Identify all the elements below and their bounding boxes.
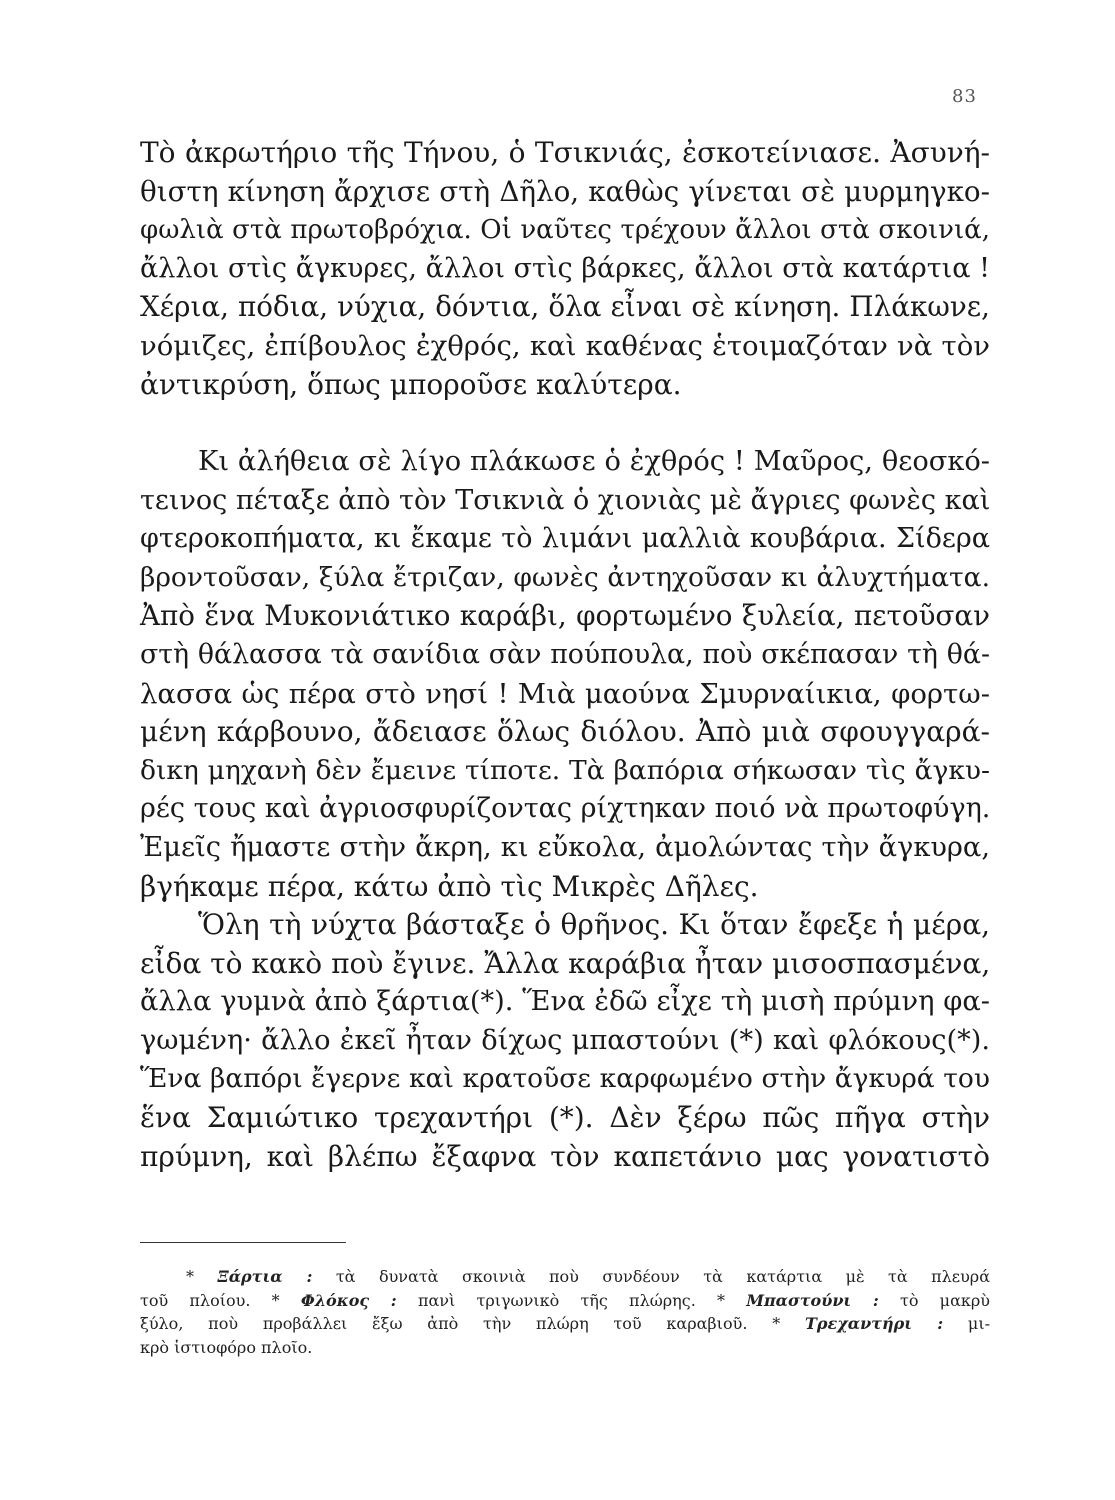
text-line: Ἐμεῖς ἤμαστε στὴν ἄκρη, κι εὔκολα, ἀμολώντας τὴν ἄγκυρα, — [140, 831, 990, 863]
text-line: ἄλλα γυμνὰ ἀπὸ ξάρτια(*). Ἕνα ἐδῶ εἶχε τὴ μισὴ πρύμνη φα- — [140, 986, 990, 1018]
footnote-line — [140, 1336, 990, 1360]
text-line: βροντοῦσαν, ξύλα ἔτριζαν, φωνὲς ἀντηχοῦσαν κι ἀλυχτήματα. — [140, 561, 990, 593]
footnote-definition: τοῦ πλοίου. — [140, 1290, 251, 1310]
text-line: Ἕνα βαπόρι ἔγερνε καὶ κρατοῦσε καρφωμένο στὴν ἄγκυρά του — [140, 1063, 990, 1095]
page-number: 83 — [952, 86, 977, 107]
text-line: τεινος πέταξε ἀπὸ τὸν Τσικνιὰ ὁ χιονιὰς μὲ ἄγριες φωνὲς καὶ — [140, 484, 991, 516]
paragraph-2 — [140, 443, 990, 906]
footnote-term: Ξάρτια : — [217, 1267, 313, 1286]
text-line: Χέρια, πόδια, νύχια, δόντια, ὅλα εἶναι σὲ κίνηση. Πλάκωνε, — [140, 290, 990, 324]
text-line: στὴ θάλασσα τὰ σανίδια σὰν πούπουλα, ποὺ σκέπασαν τὴ θά- — [140, 638, 990, 670]
text-line: φωλιὰ στὰ πρωτοβρόχια. Οἱ ναῦτες τρέχουν ἄλλοι στὰ σκοινιά, — [140, 215, 990, 246]
footnote-marker: * — [271, 1290, 280, 1310]
footnote-line — [140, 1265, 990, 1289]
text-line: φτεροκοπήματα, κι ἔκαμε τὸ λιμάνι μαλλιὰ κουβάρια. Σίδερα — [140, 523, 990, 555]
footnote-line — [140, 1312, 990, 1336]
text-line: μένη κάρβουνο, ἄδειασε ὅλως διόλου. Ἀπὸ μιὰ σφουγγαρά- — [140, 715, 990, 749]
footnote-definition: κρὸ ἱστιοφόρο πλοῖο. — [140, 1337, 313, 1357]
text-line: ἕνα Σαμιώτικο τρεχαντήρι (*). Δὲν ξέρω πῶς πῆγα στὴν — [140, 1100, 990, 1134]
paragraph-1 — [140, 134, 990, 404]
footnote-definition: τὰ δυνατὰ σκοινιὰ ποὺ συνδέουν τὰ κατάρτια μὲ τὰ πλευρά — [335, 1267, 991, 1286]
footnote-definition: τὸ μακρὺ — [899, 1290, 991, 1310]
text-line: ρές τους καὶ ἀγριοσφυρίζοντας ρίχτηκαν ποιό νὰ πρωτοφύγη. — [140, 793, 991, 825]
text-line: Ὅλη τὴ νύχτα βάσταξε ὁ θρῆνος. Κι ὅταν ἔφεξε ἡ μέρα, — [198, 908, 990, 941]
footnote-definition: πανὶ τριγωνικὸ τῆς πλώρης. — [417, 1290, 696, 1310]
text-line: δικη μηχανὴ δὲν ἔμεινε τίποτε. Τὰ βαπόρια σήκωσαν τὶς ἄγκυ- — [140, 754, 990, 786]
text-line: βγήκαμε πέρα, κάτω ἀπὸ τὶς Μικρὲς Δῆλες. — [140, 869, 759, 903]
text-line: ἀντικρύση, ὅπως μποροῦσε καλύτερα. — [140, 367, 682, 401]
text-line: γωμένη· ἄλλο ἐκεῖ ἦταν δίχως μπαστούνι (*) καὶ φλόκους(*). — [140, 1024, 990, 1056]
text-line: Τὸ ἀκρωτήριο τῆς Τήνου, ὁ Τσικνιάς, ἐσκοτείνιασε. Ἀσυνή- — [140, 136, 990, 169]
footnote-definition: ξύλο, ποὺ προβάλλει ἔξω ἀπὸ τὴν πλώρη τοῦ καραβιοῦ. — [140, 1314, 748, 1333]
paragraph-3 — [140, 906, 990, 1176]
footnote-marker: * — [186, 1267, 194, 1286]
footnote-term: Φλόκος : — [300, 1290, 397, 1310]
text-line: νόμιζες, ἐπίβουλος ἐχθρός, καὶ καθένας ἑτοιμαζόταν νὰ τὸν — [140, 329, 990, 362]
footnotes — [140, 1265, 990, 1359]
footnote-marker: * — [772, 1314, 781, 1333]
footnote-divider — [140, 1242, 346, 1243]
footnote-line — [140, 1289, 990, 1313]
text-line: λασσα ὡς πέρα στὸ νησί ! Μιὰ μαούνα Σμυρναίικια, φορτω- — [140, 677, 990, 710]
text-line: εἶδα τὸ κακὸ ποὺ ἔγινε. Ἄλλα καράβια ἦταν μισοσπασμένα, — [140, 946, 991, 980]
footnote-marker: * — [717, 1290, 726, 1310]
text-line: θιστη κίνηση ἄρχισε στὴ Δῆλο, καθὼς γίνεται σὲ μυρμηγκο- — [140, 174, 990, 208]
text-line: πρύμνη, καὶ βλέπω ἔξαφνα τὸν καπετάνιο μας γονατιστὸ — [140, 1139, 990, 1173]
text-line: ἄλλοι στὶς ἄγκυρες, ἄλλοι στὶς βάρκες, ἄλλοι στὰ κατάρτια ! — [140, 252, 990, 284]
footnote-term: Τρεχαντήρι : — [804, 1314, 944, 1333]
footnote-term: Μπαστούνι : — [746, 1290, 879, 1310]
text-line: Κι ἀλήθεια σὲ λίγο πλάκωσε ὁ ἐχθρός ! Μαῦρος, θεοσκό- — [198, 446, 990, 477]
footnote-definition: μι- — [967, 1314, 990, 1333]
text-line: Ἀπὸ ἕνα Μυκονιάτικο καράβι, φορτωμένο ξυλεία, πετοῦσαν — [140, 599, 990, 633]
